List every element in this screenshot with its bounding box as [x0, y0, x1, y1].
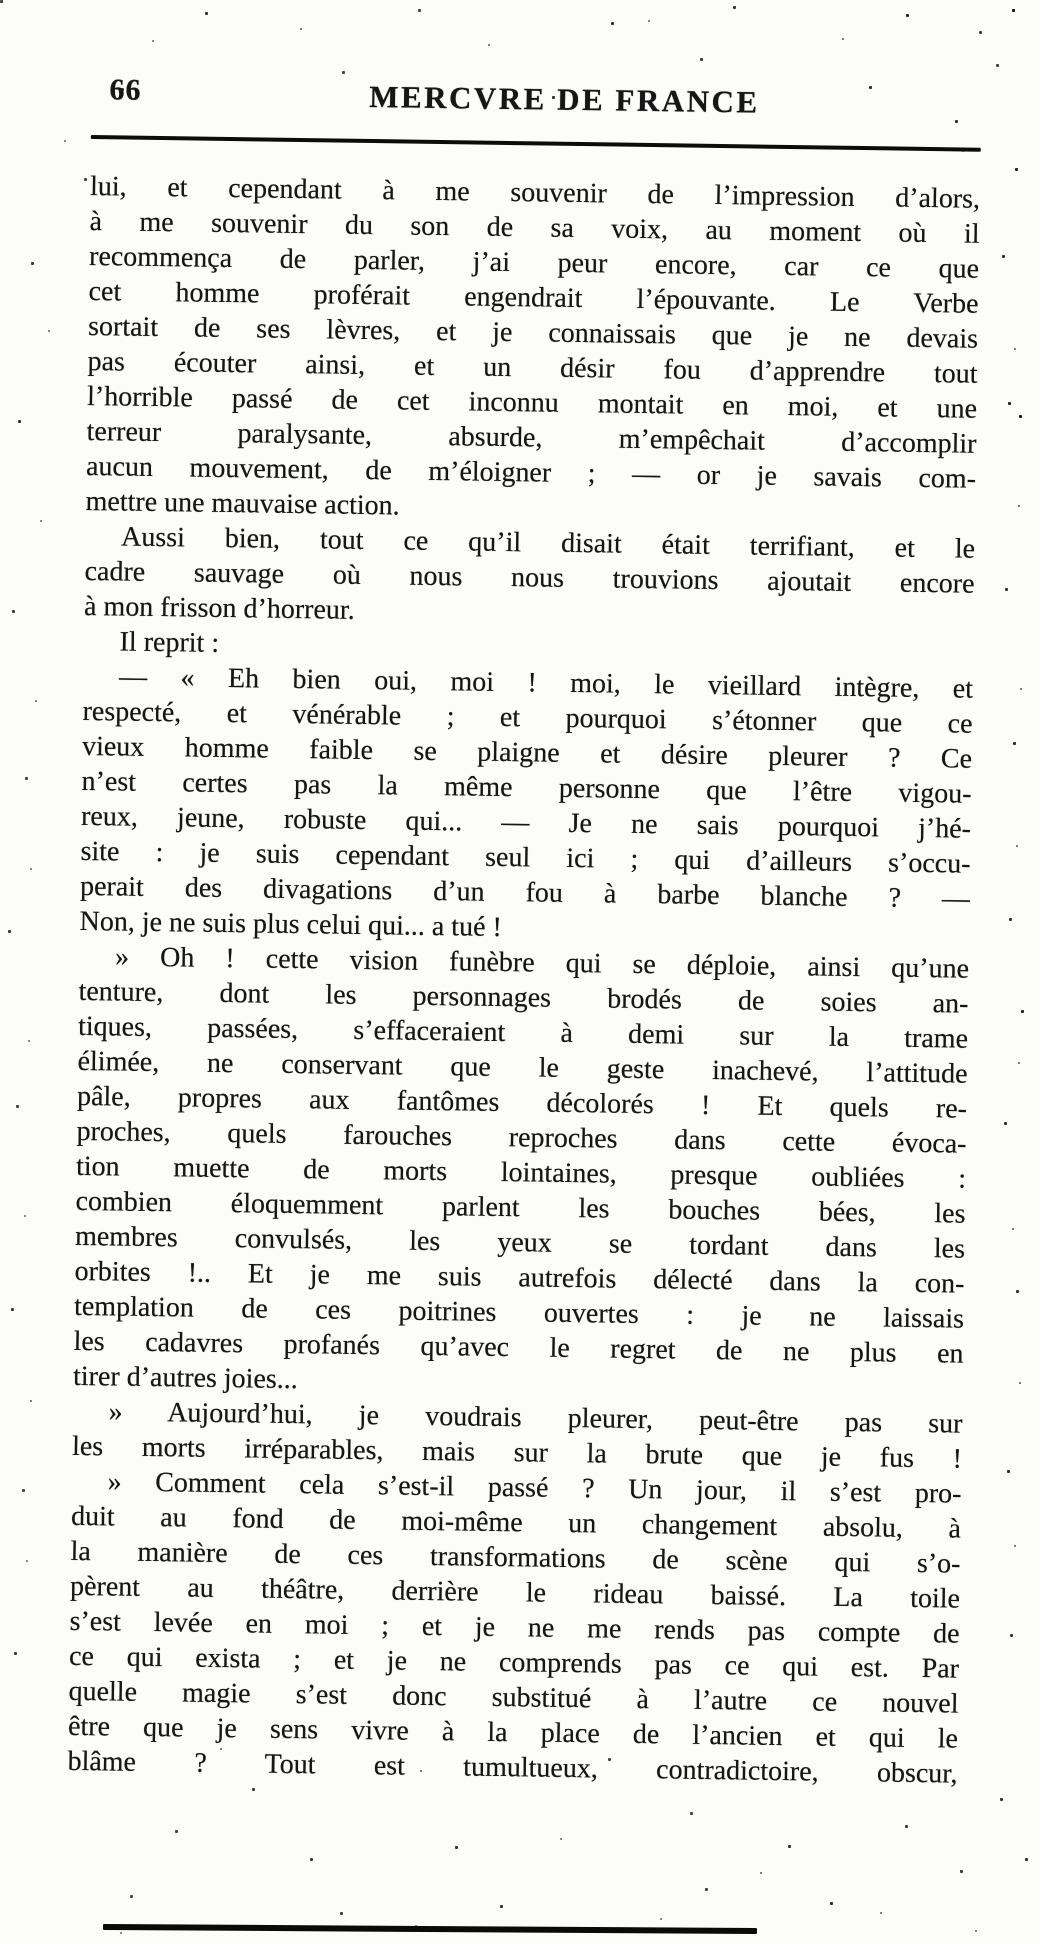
running-head	[91, 55, 982, 126]
text-line: à mon frisson d’horreur.	[83, 590, 355, 626]
text-line: duit au fond de moi-même un changement absolu, à	[70, 1500, 962, 1545]
text-line: pèrent au théâtre, derrière le rideau baissé. La toile	[69, 1570, 961, 1615]
paragraph	[67, 1464, 961, 1792]
text-line: reux, jeune, robuste qui... — Je ne sais pourquoi j’hé-	[80, 800, 972, 845]
bottom-scan-bar	[103, 1924, 757, 1934]
paragraph	[73, 939, 969, 1407]
text-line: pâle, propres aux fantômes décolorés ! Et quels re-	[76, 1080, 968, 1125]
journal-title: MERCVRE DE FRANCE	[368, 78, 760, 120]
text-line: — « Eh bien oui, moi ! moi, le vieillard intègre, et	[118, 661, 974, 705]
text-line: site : je suis cependant seul ici ; qui d’ailleurs s’occu-	[80, 835, 971, 880]
scan-noise-dots-light	[0, 0, 2, 2]
text-line: ce qui exista ; et je ne comprends pas ce qui est. Par	[68, 1640, 960, 1685]
text-line: combien éloquemment parlent les bouches bées, les	[75, 1185, 966, 1230]
text-line: orbites !.. Et je me suis autrefois délecté dans la con-	[74, 1255, 965, 1300]
text-line: à me souvenir du son de sa voix, au moment où il	[89, 205, 980, 250]
text-line: » Comment cela s’est-il passé ? Un jour, il s’est pro-	[107, 1466, 962, 1510]
text-line: terreur paralysante, absurde, m’empêchait d’accomplir	[86, 415, 977, 460]
text-line: respecté, et vénérable ; et pourquoi s’étonner que ce	[82, 695, 973, 740]
text-line: sortait de ses lèvres, et je connaissais que je ne devais	[87, 310, 979, 355]
text-line: cet homme proférait engendrait l’épouvante. Le Verbe	[88, 275, 979, 320]
page-text	[67, 169, 980, 1792]
text-line: tirer d’autres joies...	[72, 1360, 298, 1396]
text-line: quelle magie s’est donc substitué à l’autre ce nouvel	[68, 1675, 959, 1720]
page-number: 66	[109, 73, 142, 107]
text-line: élimée, ne conservant que le geste inachevé, l’attitude	[77, 1045, 968, 1090]
text-line: Il reprit :	[119, 626, 220, 659]
text-line: être que je sens vivre à la place de l’ancien et qui le	[67, 1710, 959, 1755]
text-line: la manière de ces transformations de scène qui s’o-	[70, 1535, 961, 1580]
text-line: l’horrible passé de cet inconnu montait en moi, et une	[86, 380, 978, 425]
scan-content	[67, 55, 982, 1792]
text-line: perait des divagations d’un fou à barbe blanche ? —	[79, 870, 971, 915]
text-line: les morts irréparables, mais sur la brute que je fus !	[71, 1430, 963, 1475]
text-line: s’est levée en moi ; et je ne me rends pas compte de	[69, 1605, 960, 1650]
text-line: n’est certes pas la même personne que l’être vigou-	[81, 765, 972, 810]
paragraph	[79, 659, 973, 952]
text-line: membres convulsés, les yeux se tordant dans les	[74, 1220, 966, 1265]
text-line: cadre sauvage où nous nous trouvions ajoutait encore	[84, 555, 975, 600]
text-line: pas écouter ainsi, et un désir fou d’apprendre tout	[87, 345, 978, 390]
text-line: » Aujourd’hui, je voudrais pleurer, peut-être pas sur	[108, 1396, 963, 1440]
text-line: templation de ces poitrines ouvertes : je ne laissais	[73, 1290, 965, 1335]
text-line: recommença de parler, j’ai peur encore, car ce que	[88, 240, 980, 285]
text-line: tiques, passées, s’effaceraient à demi sur la trame	[77, 1010, 969, 1055]
text-line: lui, et cependant à me souvenir de l’impression d’alors,	[89, 170, 981, 215]
text-line: proches, quels farouches reproches dans cette évoca-	[76, 1115, 967, 1160]
text-line: mettre une mauvaise action.	[85, 485, 400, 522]
paragraph	[72, 1394, 963, 1477]
text-line: aucun mouvement, de m’éloigner ; — or je savais com-	[85, 450, 977, 495]
text-line: tion muette de morts lointaines, presque oubliées :	[75, 1150, 967, 1195]
text-line: » Oh ! cette vision funèbre qui se déploie, ainsi qu’une	[114, 941, 970, 985]
text-line: tenture, dont les personnages brodés de soies an-	[78, 975, 969, 1020]
paragraph	[84, 519, 975, 637]
text-line: les cadavres profanés qu’avec le regret de ne plus en	[73, 1325, 964, 1370]
text-line: vieux homme faible se plaigne et désire pleurer ? Ce	[81, 730, 973, 775]
text-line: Aussi bien, tout ce qu’il disait était terrifiant, et le	[120, 521, 976, 565]
header-rule	[91, 135, 981, 152]
paragraph	[85, 169, 980, 532]
text-line: blâme ? Tout est tumultueux, contradictoire, obscur,	[67, 1745, 958, 1790]
text-line: Non, je ne suis plus celui qui... a tué !	[79, 905, 503, 943]
